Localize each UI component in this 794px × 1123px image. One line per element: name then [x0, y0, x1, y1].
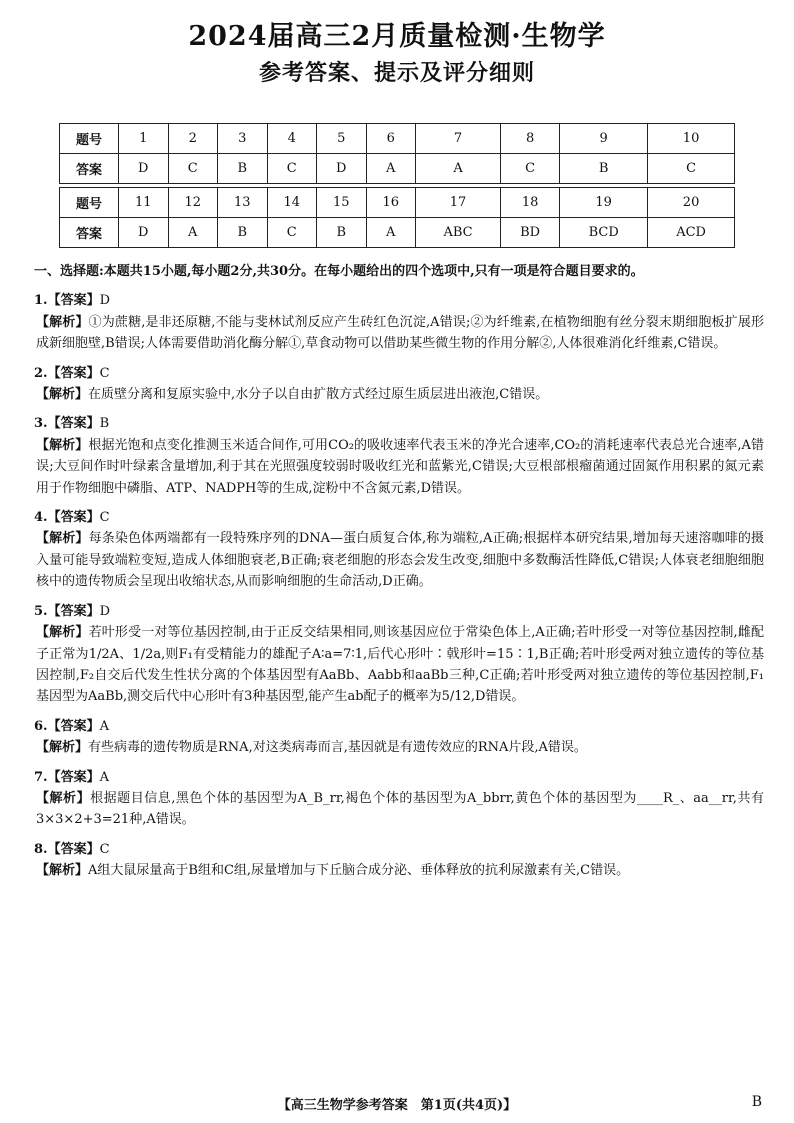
answer-cell: BCD	[560, 218, 648, 248]
table-row	[60, 124, 735, 154]
answer-label: 【答案】	[47, 416, 100, 432]
question-number: 6	[366, 124, 416, 154]
analysis-text: 根据题目信息,黑色个体的基因型为A_B_rr,褐色个体的基因型为A_bbrr,黄色个体的基因型为____R_、aa__rr,共有3×3×2+3=21种,A错误。	[36, 790, 764, 828]
answer-line	[34, 363, 764, 384]
section-heading: 一、选择题:本题共15小题,每小题2分,共30分。在每小题给出的四个选项中,只有一项是符合题目要求的。	[34, 264, 644, 279]
question-number: 9	[560, 124, 648, 154]
answer-label: 【答案】	[47, 841, 100, 857]
question-num: 1.	[34, 293, 48, 309]
answer-value: C	[99, 841, 110, 857]
answer-value: D	[99, 603, 111, 619]
answer-value: C	[99, 365, 110, 381]
answer-cell: A	[366, 218, 416, 248]
answer-header: 答案	[60, 154, 119, 184]
question-number: 8	[501, 124, 560, 154]
question-num: 2.	[34, 365, 48, 381]
question-num: 4.	[34, 510, 48, 526]
answer-cell: BD	[501, 218, 560, 248]
answer-cell: ABC	[416, 218, 501, 248]
analysis-label: 【解析】	[36, 863, 89, 879]
version-mark: B	[751, 1094, 762, 1110]
answer-line	[34, 290, 764, 311]
question-number: 18	[501, 188, 560, 218]
question-number: 10	[648, 124, 735, 154]
answer-value: A	[99, 718, 109, 734]
question-number: 14	[267, 188, 317, 218]
question-num: 7.	[34, 769, 48, 785]
analysis-label: 【解析】	[36, 387, 89, 403]
question-number: 5	[317, 124, 367, 154]
table-row	[60, 218, 735, 248]
answer-label: 【答案】	[47, 510, 100, 526]
analysis-paragraph	[34, 384, 764, 405]
answer-cell: A	[366, 154, 416, 184]
question-number: 3	[218, 124, 268, 154]
answer-cell: C	[168, 154, 218, 184]
answer-label: 【答案】	[47, 365, 100, 381]
analysis-paragraph	[34, 435, 764, 499]
analysis-label: 【解析】	[36, 740, 89, 756]
analysis-paragraph	[34, 788, 764, 831]
answer-line	[34, 413, 764, 434]
answer-cell: B	[218, 218, 268, 248]
analysis-label: 【解析】	[36, 437, 89, 453]
answer-value: B	[99, 416, 110, 432]
answer-line	[34, 767, 764, 788]
answer-value: A	[99, 769, 109, 785]
question-number: 19	[560, 188, 648, 218]
answer-value: C	[99, 510, 110, 526]
question-number: 4	[267, 124, 317, 154]
answer-cell: C	[267, 218, 317, 248]
answer-label: 【答案】	[47, 718, 100, 734]
answer-line	[34, 716, 764, 737]
question-number: 7	[416, 124, 501, 154]
table-row	[60, 154, 735, 184]
analysis-label: 【解析】	[36, 314, 89, 330]
analysis-paragraph	[34, 622, 764, 708]
answer-label: 【答案】	[47, 769, 100, 785]
answer-line	[34, 601, 764, 622]
question-number: 16	[366, 188, 416, 218]
question-number: 15	[317, 188, 367, 218]
analysis-label: 【解析】	[36, 531, 89, 547]
analysis-paragraph	[34, 528, 764, 592]
analysis-text: ①为蔗糖,是非还原糖,不能与斐林试剂反应产生砖红色沉淀,A错误;②为纤维素,在植物细胞有丝分裂末期细胞板扩展形成新细胞壁,B错误;人体需要借助消化酶分解①,草食动物可以借助某些微生物的作用分解②,人体很难消化纤维素,C错误。	[36, 314, 764, 352]
analysis-text: 有些病毒的遗传物质是RNA,对这类病毒而言,基因就是有遗传效应的RNA片段,A错误。	[88, 740, 587, 756]
answer-cell: C	[267, 154, 317, 184]
answer-cell: C	[501, 154, 560, 184]
answer-cell: ACD	[648, 218, 735, 248]
analysis-paragraph	[34, 312, 764, 355]
answer-label: 【答案】	[47, 603, 100, 619]
answer-cell: B	[317, 218, 367, 248]
analysis-text: 根据光饱和点变化推测玉米适合间作,可用CO₂的吸收速率代表玉米的净光合速率,CO₂的消耗速率代表总光合速率,A错误;大豆间作时叶绿素含量增加,利于其在光照强度较弱时吸收红光和蓝紫光,C错误;大豆根部根瘤菌通过固氮作用积累的氮元素用于作物细胞中磷脂、ATP、NADPH等的生成,淀粉中不含氮元素,D错误。	[36, 437, 764, 496]
question-number: 20	[648, 188, 735, 218]
question-num: 8.	[34, 841, 48, 857]
analysis-text: A组大鼠尿量高于B组和C组,尿量增加与下丘脑合成分泌、垂体释放的抗利尿激素有关,C错误。	[88, 863, 630, 879]
answer-explanations	[34, 261, 764, 882]
item-list	[34, 290, 764, 881]
answer-cell: C	[648, 154, 735, 184]
page-footer: 【高三生物学参考答案 第1页(共4页)】	[277, 1098, 517, 1113]
answer-cell: D	[119, 218, 169, 248]
answer-cell: D	[317, 154, 367, 184]
table-row	[60, 188, 735, 218]
answer-table	[59, 123, 735, 248]
analysis-label: 【解析】	[36, 625, 89, 641]
page-title: 2024届高三2月质量检测·生物学	[188, 21, 606, 52]
answer-header: 答案	[60, 218, 119, 248]
question-number: 2	[168, 124, 218, 154]
question-number: 17	[416, 188, 501, 218]
answer-label: 【答案】	[47, 293, 100, 309]
answer-line	[34, 839, 764, 860]
analysis-text: 在质壁分离和复原实验中,水分子以自由扩散方式经过原生质层进出液泡,C错误。	[88, 387, 549, 403]
answer-cell: B	[560, 154, 648, 184]
analysis-text: 每条染色体两端都有一段特殊序列的DNA—蛋白质复合体,称为端粒,A正确;根据样本研究结果,增加每天速溶咖啡的摄入量可能导致端粒变短,造成人体细胞衰老,B正确;衰老细胞的形态会发生改变,细胞中多数酶活性降低,C错误;人体衰老细胞细胞核中的遗传物质会呈现出收缩状态,从而影响细胞的生命活动,D正确。	[36, 531, 764, 590]
question-number: 13	[218, 188, 268, 218]
answer-cell: A	[416, 154, 501, 184]
answer-cell: B	[218, 154, 268, 184]
question-header: 题号	[60, 124, 119, 154]
analysis-paragraph	[34, 860, 764, 881]
answer-value: D	[99, 293, 111, 309]
question-number: 1	[119, 124, 169, 154]
question-header: 题号	[60, 188, 119, 218]
question-num: 6.	[34, 718, 48, 734]
question-num: 3.	[34, 416, 48, 432]
analysis-paragraph	[34, 737, 764, 758]
analysis-label: 【解析】	[36, 790, 91, 806]
question-num: 5.	[34, 603, 48, 619]
analysis-text: 若叶形受一对等位基因控制,由于正反交结果相同,则该基因应位于常染色体上,A正确;若叶形受一对等位基因控制,雌配子正常为1/2A、1/2a,则F₁有受精能力的雄配子A∶a=7∶1,后代心形叶∶戟形叶=15∶1,B正确;若叶形受两对独立遗传的等位基因控制,F₂自交后代发生性状分离的个体基因型有AaBb、Aabb和aaBb三种,C正确;若叶形受两对独立遗传的等位基因控制,F₁基因型为AaBb,测交后代中心形叶有3种基因型,能产生ab配子的概率为5/12,D错误。	[36, 625, 764, 705]
question-number: 11	[119, 188, 169, 218]
page-subtitle: 参考答案、提示及评分细则	[258, 60, 535, 86]
answer-cell: D	[119, 154, 169, 184]
answer-line	[34, 507, 764, 528]
answer-cell: A	[168, 218, 218, 248]
question-number: 12	[168, 188, 218, 218]
